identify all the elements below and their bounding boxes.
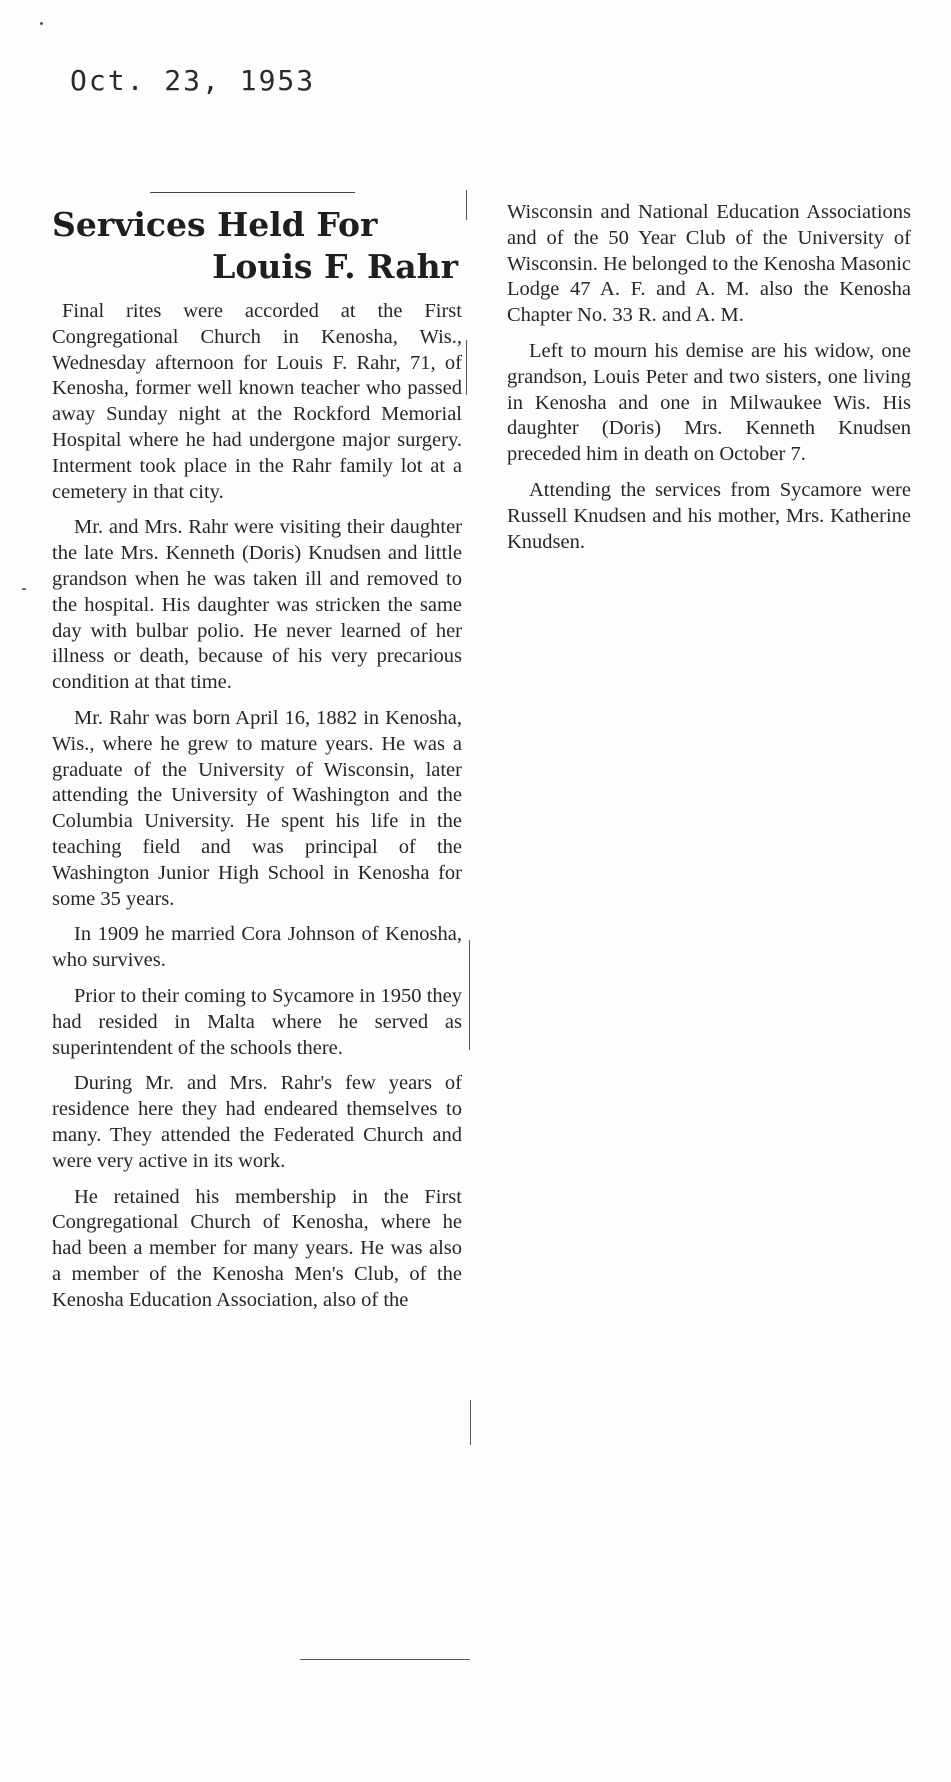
column-divider-middle: [469, 940, 470, 1050]
column-divider-top: [466, 190, 467, 220]
paragraph-survivors: Left to mourn his demise are his widow, one grandson, Louis Peter and two sisters, one living in Kenosha and one in Milwaukee Wis. His daughter (Doris) Mrs. Kenneth Knudsen preceded him in death on October 7.: [507, 339, 911, 466]
paragraph-memberships: He retained his membership in the First Congregational Church of Kenosha, where he had been a member for many years. He was also a member of the Kenosha Men's Club, of the Kenosha Education Association, also of the: [52, 1185, 462, 1311]
right-column-body: [507, 200, 911, 555]
paragraph-visiting-daughter: Mr. and Mrs. Rahr were visiting their daughter the late Mrs. Kenneth (Doris) Knudsen and little grandson when he was taken ill and removed to the hospital. His daughter was stricken the same day with bulbar polio. He never learned of her illness or death, because of his very precarious condition at that time.: [52, 516, 462, 694]
right-column: [507, 200, 911, 565]
column-divider-upper: [466, 340, 467, 395]
headline-line-2: Louis F. Rahr: [212, 247, 458, 286]
paragraph-memberships-continued: Wisconsin and National Education Associations and of the 50 Year Club of the University of Wisconsin. He belonged to the Kenosha Masonic Lodge 47 A. F. and A. M. also the Kenosha Chapter No. 33 R. and A. M.: [507, 201, 911, 327]
paragraph-marriage: In 1909 he married Cora Johnson of Kenosha, who survives.: [52, 923, 462, 972]
scan-speck: [40, 22, 43, 25]
headline: [52, 205, 462, 289]
clipping-bottom-rule: [300, 1659, 470, 1660]
paragraph-biography: Mr. Rahr was born April 16, 1882 in Kenosha, Wis., where he grew to mature years. He was a graduate of the University of Wisconsin, later attending the University of Washington and the Columbia University. He spent his life in the teaching field and was principal of the Washington Junior High School in Kenosha for some 35 years.: [52, 706, 462, 910]
paragraph-attending: Attending the services from Sycamore were Russell Knudsen and his mother, Mrs. Katherine Knudsen.: [507, 478, 911, 553]
left-column-body: [52, 299, 462, 1313]
headline-top-rule: [150, 192, 355, 193]
clipping-date: Oct. 23, 1953: [70, 64, 316, 97]
paragraph-final-rites: Final rites were accorded at the First Congregational Church in Kenosha, Wis., Wednesday afternoon for Louis F. Rahr, 71, of Kenosha, former well known teacher who passed away Sunday night at the Rockford Memorial Hospital where he had undergone major surgery. Interment took place in the Rahr family lot at a cemetery in that city.: [52, 300, 462, 503]
column-divider-lower: [470, 1400, 471, 1445]
paragraph-sycamore-residence: During Mr. and Mrs. Rahr's few years of residence here they had endeared themselves to many. They attended the Federated Church and were very active in its work.: [52, 1072, 462, 1172]
scan-speck: [22, 588, 26, 590]
paragraph-malta: Prior to their coming to Sycamore in 1950 they had resided in Malta where he served as superintendent of the schools there.: [52, 984, 462, 1059]
left-column: [52, 205, 462, 1323]
headline-line-1: Services Held For: [52, 205, 378, 244]
